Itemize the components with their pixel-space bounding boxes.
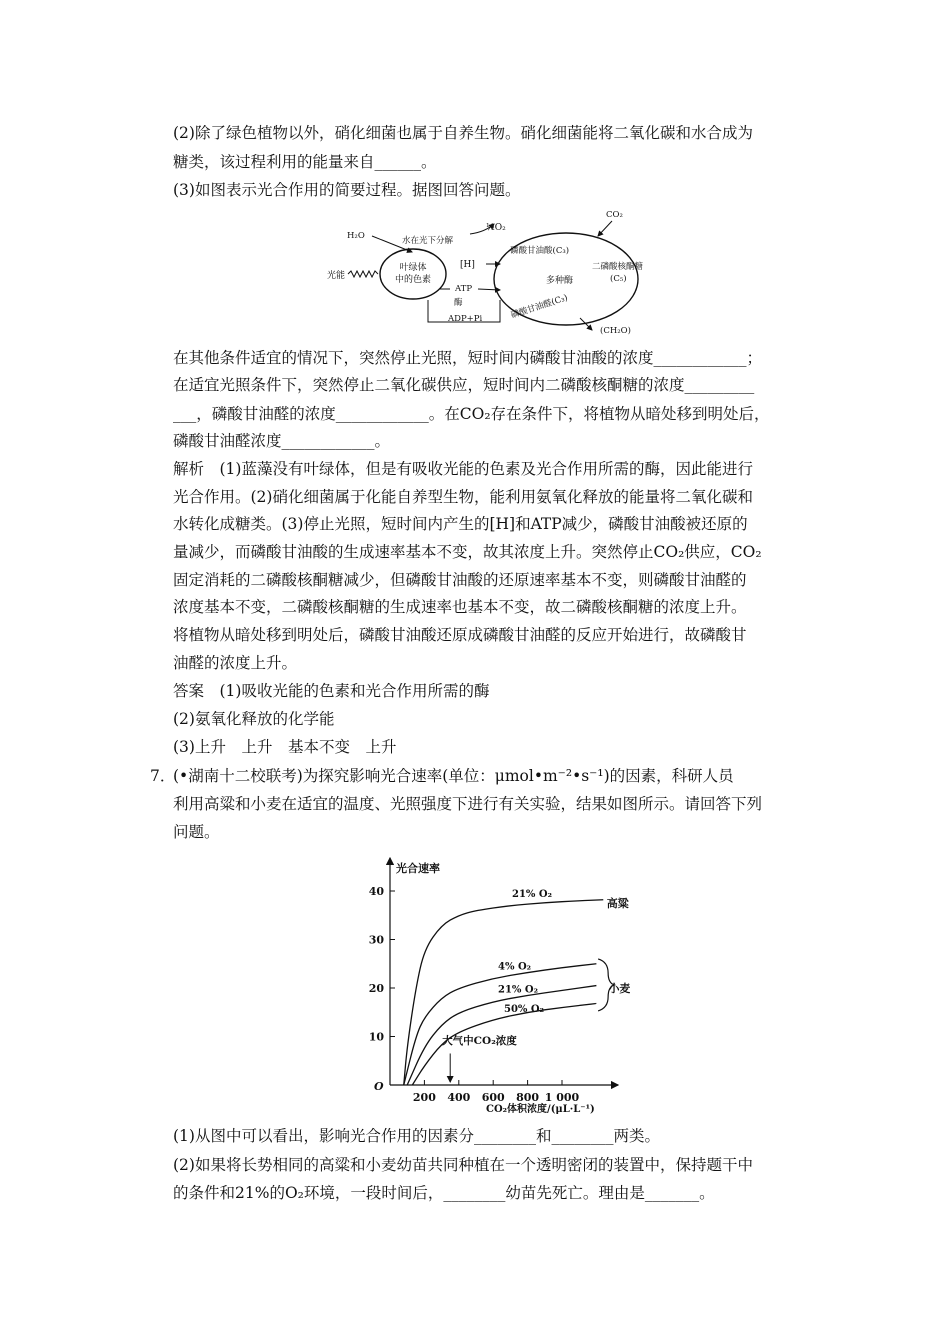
h2o-label: H₂O (347, 231, 365, 241)
text-line: 的条件和21%的O₂环境，一段时间后，________幼苗先死亡。理由是_______。 (173, 1184, 715, 1202)
group-label-sorghum: 高粱 (606, 897, 629, 911)
enzymes-label: 多种酶 (546, 276, 574, 286)
water-split-label: 水在光下分解 (402, 236, 454, 246)
text-line: (2)除了绿色植物以外，硝化细菌也属于自养生物。硝化细菌能将二氧化碳和水合成为 (173, 124, 753, 142)
text-line: 固定消耗的二磷酸核酮糖减少，但磷酸甘油酸的还原速率基本不变，则磷酸甘油醛的 (173, 571, 747, 589)
photosynthesis-diagram (318, 205, 648, 340)
pga-label: 磷酸甘油酸(C₃) (510, 246, 570, 256)
rubp-label: (C₅) (610, 274, 627, 284)
x-tick-label: 600 (481, 1091, 505, 1104)
light-zigzag (348, 271, 378, 277)
adp-label: ADP+Pi (448, 314, 483, 324)
text-line: (3)上升 上升 基本不变 上升 (173, 738, 397, 756)
text-line: 油醛的浓度上升。 (173, 654, 298, 672)
y-tick-label: 30 (368, 933, 384, 947)
question-number: 7． (150, 767, 176, 785)
text-line: 量减少，而磷酸甘油酸的生成速率基本不变，故其浓度上升。突然停止CO₂供应，CO₂ (173, 543, 762, 561)
text-line: ___，磷酸甘油醛的浓度____________。在CO₂存在条件下，将植物从暗处移到明处后， (173, 405, 770, 423)
pigment-ellipse (380, 249, 446, 299)
photosynthesis-rate-chart (340, 850, 630, 1120)
co2-label: CO₂ (606, 210, 623, 220)
text-line: 解析 (1)蓝藻没有叶绿体，但是有吸收光能的色素及光合作用所需的酶，因此能进行 (173, 460, 753, 478)
series-label: 21% O₂ (498, 984, 538, 996)
pigment-label: 中的色素 (394, 275, 432, 285)
x-tick-label: 200 (412, 1091, 436, 1104)
rubp-label: 二磷酸核酮糖 (592, 262, 644, 272)
atp-label: ATP (455, 284, 473, 294)
y-tick-label: 20 (368, 982, 384, 995)
text-line: (2)氨氧化释放的化学能 (173, 710, 335, 728)
text-line: (2)如果将长势相同的高粱和小麦幼苗共同种植在一个透明密闭的装置中，保持题干中 (173, 1156, 753, 1174)
x-tick-label: 1 000 (544, 1091, 580, 1104)
text-line: 光合作用。(2)硝化细菌属于化能自养型生物，能利用氨氧化释放的能量将二氧化碳和 (173, 488, 753, 506)
ch2o-label: (CH₂O) (600, 326, 631, 336)
half-o2-label: ½O₂ (486, 223, 506, 233)
y-tick-label: 40 (368, 885, 384, 898)
text-line: 水转化成糖类。(3)停止光照，短时间内产生的[H]和ATP减少，磷酸甘油酸被还原的 (173, 515, 748, 533)
text-line: 答案 (1)吸收光能的色素和光合作用所需的酶 (173, 682, 490, 700)
text-line: 利用高粱和小麦在适宜的温度、光照强度下进行有关实验，结果如图所示。请回答下列 (173, 795, 763, 813)
text-line: 浓度基本不变，二磷酸核酮糖的生成速率也基本不变，故二磷酸核酮糖的浓度上升。 (173, 598, 747, 616)
pigment-label: 叶绿体 (399, 263, 427, 273)
x-tick-label: 400 (447, 1091, 471, 1104)
text-line: (3)如图表示光合作用的简要过程。据图回答问题。 (173, 181, 521, 199)
series-line (404, 964, 597, 1085)
text-line: (1)从图中可以看出，影响光合作用的因素分________和________两类。 (173, 1127, 660, 1145)
y-tick-label: 10 (368, 1030, 384, 1044)
series-label: 21% O₂ (512, 889, 552, 901)
text-line: (•湖南十二校联考)为探究影响光合速率(单位：μmol•m⁻²•s⁻¹)的因素，科研人员 (173, 767, 734, 785)
text-line: 糖类，该过程利用的能量来自______。 (173, 153, 437, 171)
series-label: 50% O₂ (504, 1004, 544, 1016)
light-label: 光能 (327, 271, 346, 281)
text-line: 在适宜光照条件下，突然停止二氧化碳供应，短时间内二磷酸核酮糖的浓度_________ (173, 376, 755, 394)
origin-label: O (374, 1080, 384, 1093)
h-label: [H] (460, 260, 475, 270)
series-label: 4% O₂ (498, 961, 532, 973)
text-line: 在其他条件适宜的情况下，突然停止光照，短时间内磷酸甘油酸的浓度____________； (173, 349, 763, 367)
y-axis-label: 光合速率 (396, 862, 440, 875)
group-label-wheat: 小麦 (608, 982, 630, 995)
annotation-label: 大气中CO₂浓度 (442, 1034, 517, 1047)
text-line: 磷酸甘油醛浓度____________。 (173, 432, 391, 450)
x-tick-label: 800 (516, 1091, 540, 1104)
text-line: 将植物从暗处移到明处后，磷酸甘油酸还原成磷酸甘油醛的反应开始进行，故磷酸甘 (173, 626, 747, 644)
text-line: 问题。 (173, 823, 220, 841)
enzyme-label: 酶 (454, 298, 463, 308)
g3p-label: 磷酸甘油醛(C₃) (509, 293, 570, 321)
x-axis-label: CO₂体积浓度/(μL·L⁻¹) (486, 1104, 595, 1115)
